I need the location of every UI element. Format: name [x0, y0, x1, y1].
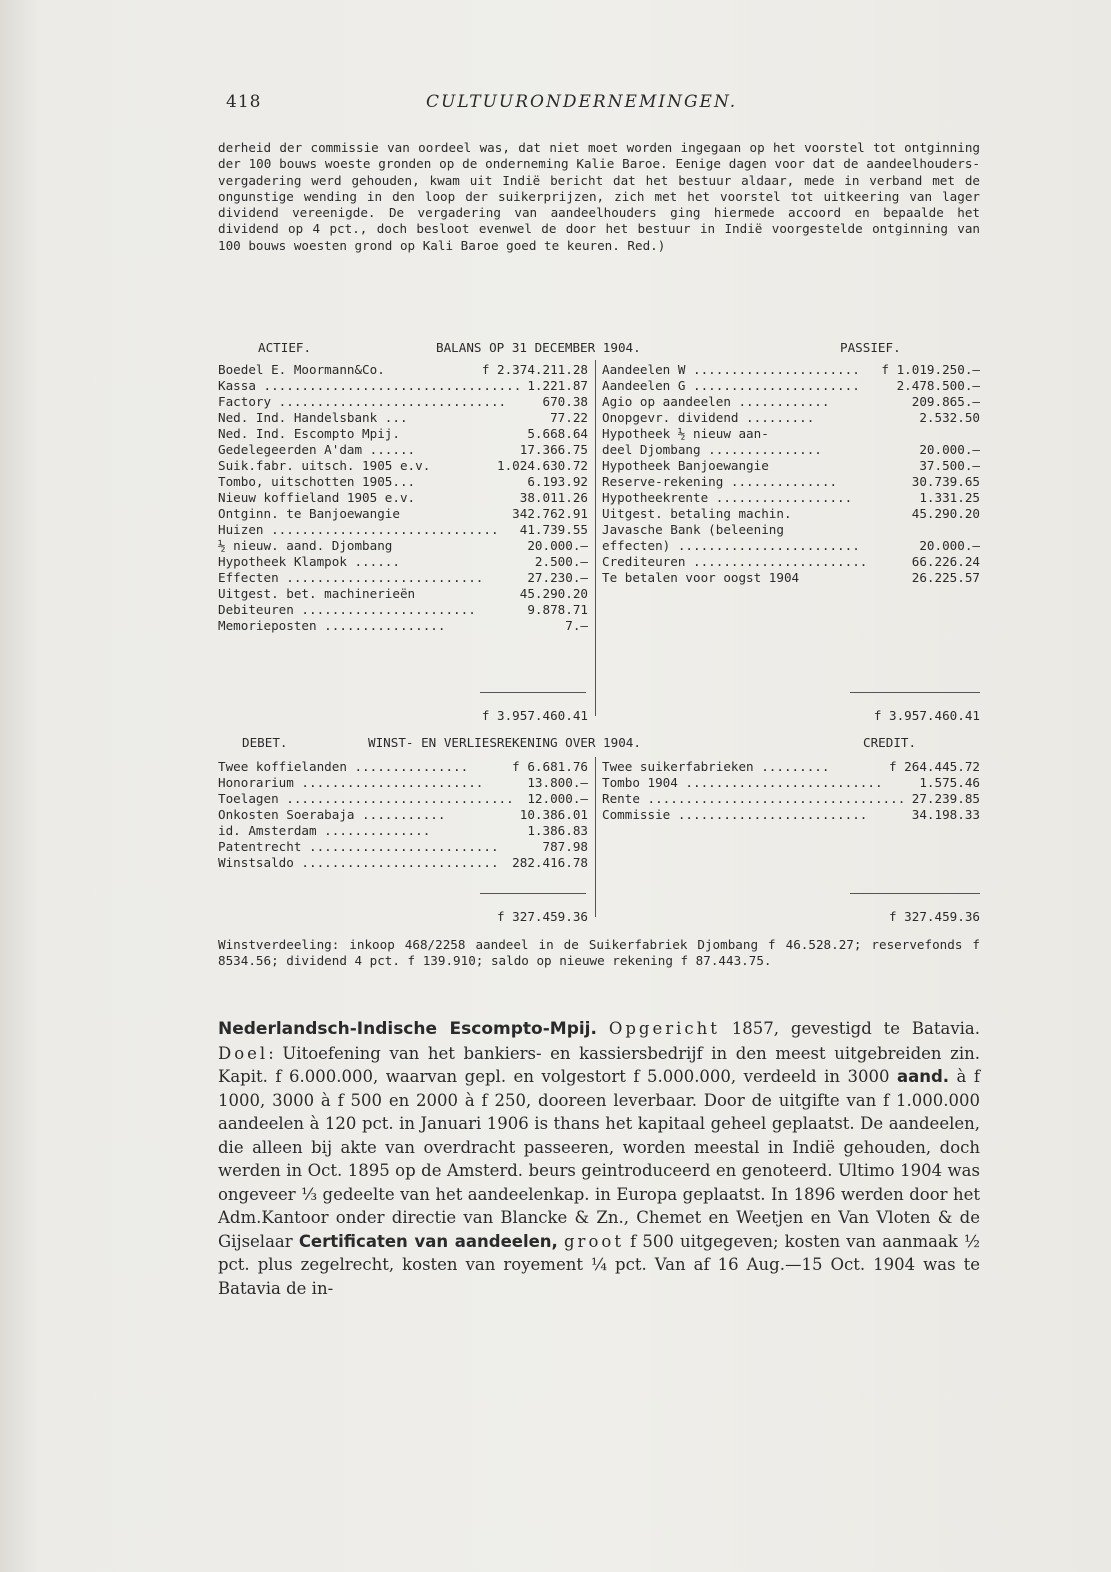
certificaten-label: Certificaten van aandeelen, [298, 1231, 558, 1251]
table-row [602, 775, 980, 791]
table-row [602, 442, 980, 458]
row-label: Nieuw koffieland 1905 e.v. [218, 490, 416, 505]
table-row [218, 839, 588, 855]
row-amount: 45.290.20 [519, 586, 588, 601]
company-section [218, 1017, 980, 1300]
row-amount: 1.331.25 [919, 490, 980, 505]
row-label: Tombo, uitschotten 1905... [218, 474, 416, 489]
section-text-1: 1857, gevestigd te Batavia. [719, 1019, 980, 1038]
table-row [218, 618, 588, 634]
row-label: Ned. Ind. Escompto Mpij. [218, 426, 400, 441]
table-row [602, 474, 980, 490]
section-text-2: : Uitoefening van het bankiers- en kassiersbedrijf in den meest uitgebreiden zin. Kapit. f 6.000.000, waarvan gepl. en volgestort f 5.000.000, verdeeld in 3000 [218, 1043, 980, 1086]
doel-label: Doel [218, 1043, 269, 1063]
row-amount: 670.38 [542, 394, 588, 409]
row-label: Rente .................................. [602, 791, 906, 806]
row-amount: 2.478.500.— [896, 378, 980, 393]
table-row [218, 506, 588, 522]
table-row [602, 807, 980, 823]
row-label: Agio op aandeelen ............ [602, 394, 830, 409]
table-row [602, 458, 980, 474]
row-amount: 38.011.26 [519, 490, 588, 505]
section-text-3: à f 1000, 3000 à f 500 en 2000 à f 250, dooreen leverbaar. Door de uitgifte van f 1.000.000 aandeelen à 120 pct. in Januari 1906 is thans het kapitaal geheel geplaatst. De aandeelen, die alleen bij akte van overdracht passeeren, worden meestal in Indië gehouden, doch werden in Oct. 1895 op de Amsterd. beurs geintroduceerd en genoteerd. Ultimo 1904 was ongeveer ⅓ gedeelte van het aandeelenkap. in Europa geplaatst. In 1896 werden door het Adm.Kantoor onder directie van Blancke & Zn., Chemet en Weetjen en Van Vloten & de Gijselaar [218, 1067, 980, 1251]
row-amount: 9.878.71 [527, 602, 588, 617]
row-amount: f 264.445.72 [889, 759, 980, 774]
profit-loss-table [218, 735, 980, 930]
table-row [218, 394, 588, 410]
pnl-title: WINST- EN VERLIESREKENING OVER 1904. [368, 735, 641, 750]
row-amount: 30.739.65 [911, 474, 980, 489]
pnl-total-left: f 327.459.36 [497, 909, 588, 924]
row-label: Debiteuren ....................... [218, 602, 476, 617]
section-title: Nederlandsch-Indische Escompto-Mpij. [218, 1019, 597, 1039]
row-label: Ontginn. te Banjoewangie [218, 506, 400, 521]
row-label: Huizen .............................. [218, 522, 499, 537]
row-label: Commissie ......................... [602, 807, 868, 822]
column-divider [595, 360, 596, 716]
balance-title: BALANS OP 31 DECEMBER 1904. [436, 340, 641, 355]
row-amount: 26.225.57 [911, 570, 980, 585]
row-amount: 17.366.75 [519, 442, 588, 457]
table-row [602, 378, 980, 394]
row-amount: 27.230.— [527, 570, 588, 585]
table-row [218, 426, 588, 442]
pnl-header [218, 735, 980, 751]
opgericht-label: Opgericht [608, 1019, 720, 1038]
row-label: Suik.fabr. uitsch. 1905 e.v. [218, 458, 431, 473]
running-title: CULTUURONDERNEMINGEN. [426, 92, 738, 112]
row-amount: 37.500.— [919, 458, 980, 473]
row-label: Factory .............................. [218, 394, 507, 409]
row-label: ½ nieuw. aand. Djombang [218, 538, 393, 553]
row-amount: f 2.374.211.28 [481, 362, 588, 377]
table-row [218, 759, 588, 775]
pnl-right-head: CREDIT. [863, 735, 917, 750]
table-row [602, 570, 980, 586]
table-row [218, 410, 588, 426]
table-row [602, 791, 980, 807]
row-amount: 10.386.01 [519, 807, 588, 822]
table-row [602, 426, 980, 442]
row-label: Onopgevr. dividend ......... [602, 410, 815, 425]
row-label: Ned. Ind. Handelsbank ... [218, 410, 408, 425]
row-label: Twee koffielanden ............... [218, 759, 469, 774]
row-label: Hypotheek ½ nieuw aan- [602, 426, 769, 441]
table-row [218, 602, 588, 618]
table-row [218, 586, 588, 602]
row-amount: 66.226.24 [911, 554, 980, 569]
row-label: Te betalen voor oogst 1904 [602, 570, 800, 585]
page-number: 418 [226, 92, 262, 112]
table-row [602, 394, 980, 410]
pnl-total-right: f 327.459.36 [889, 909, 980, 924]
balance-right-head: PASSIEF. [840, 340, 901, 355]
row-amount: 2.532.50 [919, 410, 980, 425]
balance-total-left: f 3.957.460.41 [481, 708, 588, 723]
row-label: Javasche Bank (beleening [602, 522, 784, 537]
row-amount: 6.193.92 [527, 474, 588, 489]
row-amount: f 6.681.76 [512, 759, 588, 774]
aand-label: aand. [896, 1067, 950, 1086]
pnl-column-divider [595, 757, 596, 917]
row-label: Patentrecht ......................... [218, 839, 499, 854]
pnl-sum-line-right [850, 893, 980, 894]
section-text-4: f 500 uitgegeven; kosten van aanmaak ½ pct. plus zegelrecht, kosten van royement ¼ pct. Van af 16 Aug.—15 Oct. 1904 was te Batavia de in- [218, 1231, 981, 1298]
row-amount: 13.800.— [527, 775, 588, 790]
table-row [218, 855, 588, 871]
table-row [218, 490, 588, 506]
row-amount: 2.500.— [534, 554, 588, 569]
table-row [602, 538, 980, 554]
pnl-sum-line-left [480, 893, 586, 894]
table-row [602, 522, 980, 538]
sum-line-left [480, 692, 586, 693]
row-label: Twee suikerfabrieken ......... [602, 759, 830, 774]
row-amount: 1.221.87 [527, 378, 588, 393]
balance-total-right: f 3.957.460.41 [873, 708, 980, 723]
row-amount: 7.— [565, 618, 588, 633]
table-row [602, 410, 980, 426]
pnl-left-head: DEBET. [242, 735, 288, 750]
row-label: id. Amsterdam .............. [218, 823, 431, 838]
row-amount: 282.416.78 [512, 855, 588, 870]
row-amount: 77.22 [550, 410, 588, 425]
row-label: Effecten .......................... [218, 570, 484, 585]
table-row [218, 554, 588, 570]
winstverdeeling-paragraph: Winstverdeeling: inkoop 468/2258 aandeel in de Suikerfabriek Djombang f 46.528.27; reservefonds f 8534.56; dividend 4 pct. f 139.910; saldo op nieuwe rekening f 87.443.75. [218, 937, 980, 969]
balance-left-head: ACTIEF. [258, 340, 312, 355]
row-amount: 20.000.— [919, 538, 980, 553]
row-amount: 12.000.— [527, 791, 588, 806]
row-label: Uitgest. betaling machin. [602, 506, 792, 521]
groot-label: groot [564, 1231, 624, 1251]
table-row [218, 362, 588, 378]
table-row [602, 759, 980, 775]
sum-line-right [850, 692, 980, 693]
row-label: Crediteuren ....................... [602, 554, 868, 569]
row-label: effecten) ........................ [602, 538, 860, 553]
row-label: Honorarium ........................ [218, 775, 484, 790]
table-row [602, 506, 980, 522]
row-amount: 1.386.83 [527, 823, 588, 838]
row-label: Uitgest. bet. machinerieën [218, 586, 416, 601]
row-label: Memorieposten ................ [218, 618, 446, 633]
intro-paragraph: derheid der commissie van oordeel was, dat niet moet worden ingegaan op het voorstel tot ontginning der 100 bouws woeste gronden op de onderneming Kalie Baroe. Eenige dagen voor dat de aandeelhouders-vergadering werd gehouden, kwam uit Indië bericht dat het bestuur aldaar, mede in verband met de ongunstige wending in den loop der suikerprijzen, zich met het voorstel tot uitkeering van lager dividend vereenigde. De vergadering van aandeelhouders ging hiermede accoord en bepaalde het dividend op 4 pct., doch besloot evenwel de door het bestuur in Indië voorgestelde ontginning van 100 bouws woesten grond op Kali Baroe goed te keuren. Red.) [218, 140, 980, 253]
table-row [218, 791, 588, 807]
row-label: Aandeelen W ...................... [602, 362, 860, 377]
row-label: Hypotheekrente .................. [602, 490, 853, 505]
row-amount: 27.239.85 [911, 791, 980, 806]
row-label: Hypotheek Banjoewangie [602, 458, 769, 473]
row-amount: 20.000.— [527, 538, 588, 553]
table-row [218, 538, 588, 554]
table-row [218, 378, 588, 394]
row-amount: 342.762.91 [512, 506, 588, 521]
row-amount: 787.98 [542, 839, 588, 854]
row-label: Aandeelen G ...................... [602, 378, 860, 393]
row-amount: 1.024.630.72 [497, 458, 588, 473]
row-label: Gedelegeerden A'dam ...... [218, 442, 416, 457]
row-amount: 41.739.55 [519, 522, 588, 537]
row-amount: 20.000.— [919, 442, 980, 457]
table-row [218, 442, 588, 458]
row-label: deel Djombang ............... [602, 442, 822, 457]
balance-header [218, 340, 980, 356]
balance-sheet-table [218, 340, 980, 730]
table-row [218, 522, 588, 538]
row-amount: 1.575.46 [919, 775, 980, 790]
table-row [602, 490, 980, 506]
row-label: Boedel E. Moormann&Co. [218, 362, 385, 377]
table-row [218, 570, 588, 586]
table-row [218, 807, 588, 823]
row-label: Kassa .................................. [218, 378, 522, 393]
table-row [218, 775, 588, 791]
row-amount: 34.198.33 [911, 807, 980, 822]
row-label: Reserve-rekening .............. [602, 474, 838, 489]
row-label: Winstsaldo .......................... [218, 855, 499, 870]
table-row [218, 823, 588, 839]
row-label: Hypotheek Klampok ...... [218, 554, 400, 569]
row-label: Onkosten Soerabaja ........... [218, 807, 446, 822]
table-row [218, 474, 588, 490]
row-amount: f 1.019.250.— [881, 362, 980, 377]
row-amount: 45.290.20 [911, 506, 980, 521]
row-amount: 209.865.— [911, 394, 980, 409]
row-label: Toelagen .............................. [218, 791, 514, 806]
row-label: Tombo 1904 .......................... [602, 775, 883, 790]
table-row [218, 458, 588, 474]
row-amount: 5.668.64 [527, 426, 588, 441]
table-row [602, 362, 980, 378]
table-row [602, 554, 980, 570]
